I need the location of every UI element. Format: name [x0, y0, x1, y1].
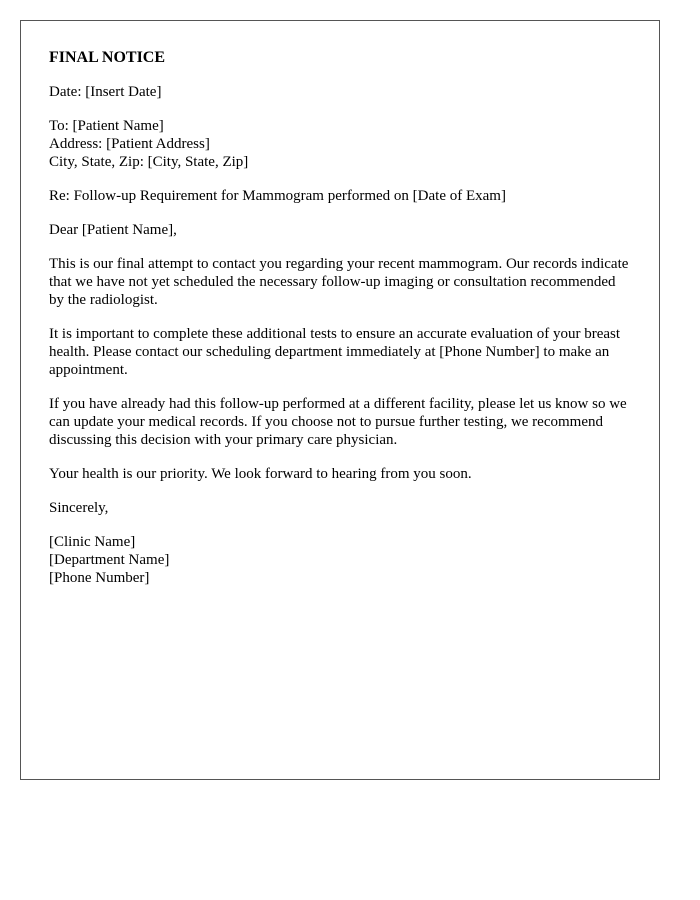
signature-clinic: [Clinic Name] [49, 534, 136, 550]
recipient-address: Address: [Patient Address] [49, 136, 210, 152]
body-paragraph-4: Your health is our priority. We look forward to hearing from you soon. [49, 466, 472, 482]
body-paragraph-1: This is our final attempt to contact you regarding your recent mammogram. Our records indicate that we have not yet scheduled the necessary follow-up imaging or consultation recommended by the radiologist. [49, 256, 629, 308]
signature-phone: [Phone Number] [49, 570, 150, 586]
closing: Sincerely, [49, 500, 109, 516]
recipient-city: City, State, Zip: [City, State, Zip] [49, 154, 249, 170]
subject-line: Re: Follow-up Requirement for Mammogram performed on [Date of Exam] [49, 188, 506, 204]
letter-page [20, 20, 660, 780]
body-paragraph-3: If you have already had this follow-up performed at a different facility, please let us know so we can update your medical records. If you choose not to pursue further testing, we recommend discussing this decision with your primary care physician. [49, 396, 627, 448]
recipient-block [49, 117, 631, 171]
letter-title: FINAL NOTICE [49, 49, 166, 66]
date-line: Date: [Insert Date] [49, 84, 162, 100]
signature-block [49, 533, 631, 587]
body-paragraph-2: It is important to complete these additional tests to ensure an accurate evaluation of your breast health. Please contact our scheduling department immediately at [Phone Number] to make an appointment. [49, 326, 621, 378]
salutation: Dear [Patient Name], [49, 222, 177, 238]
recipient-name: To: [Patient Name] [49, 118, 164, 134]
signature-department: [Department Name] [49, 552, 170, 568]
